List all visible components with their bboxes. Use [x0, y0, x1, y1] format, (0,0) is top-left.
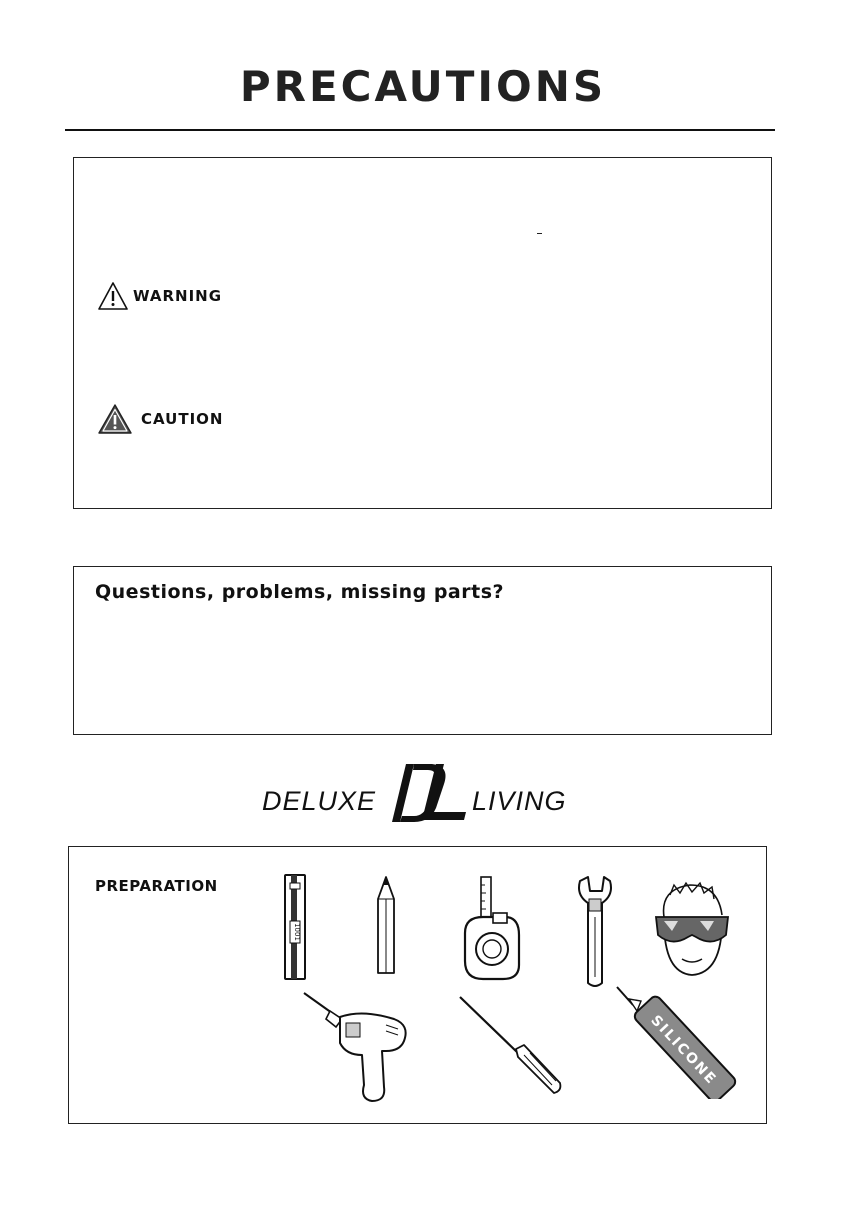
dl-monogram-icon	[392, 760, 472, 826]
power-drill-icon	[302, 989, 414, 1107]
preparation-box	[68, 846, 767, 1124]
logo-word-deluxe: DELUXE	[262, 786, 377, 816]
warning-icon	[97, 281, 129, 311]
deluxe-living-logo	[262, 760, 584, 826]
warning-row	[97, 281, 222, 311]
silicone-label: SILICONE	[647, 1012, 720, 1089]
caution-label: CAUTION	[141, 410, 224, 428]
caution-row	[97, 403, 223, 435]
preparation-heading: PREPARATION	[95, 877, 218, 895]
questions-heading: Questions, problems, missing parts?	[95, 581, 505, 603]
pencil-icon	[372, 875, 400, 977]
precautions-box	[73, 157, 772, 509]
logo-word-living: LIVING	[472, 786, 567, 816]
wrench-icon	[572, 873, 618, 991]
tape-measure-icon	[455, 873, 527, 985]
page-title: PRECAUTIONS	[239, 62, 607, 111]
level-marking: 1001	[293, 923, 301, 941]
silicone-tube-icon	[615, 985, 741, 1099]
spirit-level-icon	[275, 871, 315, 983]
questions-box	[73, 566, 772, 735]
safety-goggles-icon	[650, 877, 734, 981]
title-divider	[65, 129, 775, 131]
stray-mark	[537, 233, 542, 234]
screwdriver-icon	[456, 993, 566, 1097]
warning-label: WARNING	[133, 287, 223, 305]
caution-icon	[97, 403, 133, 435]
